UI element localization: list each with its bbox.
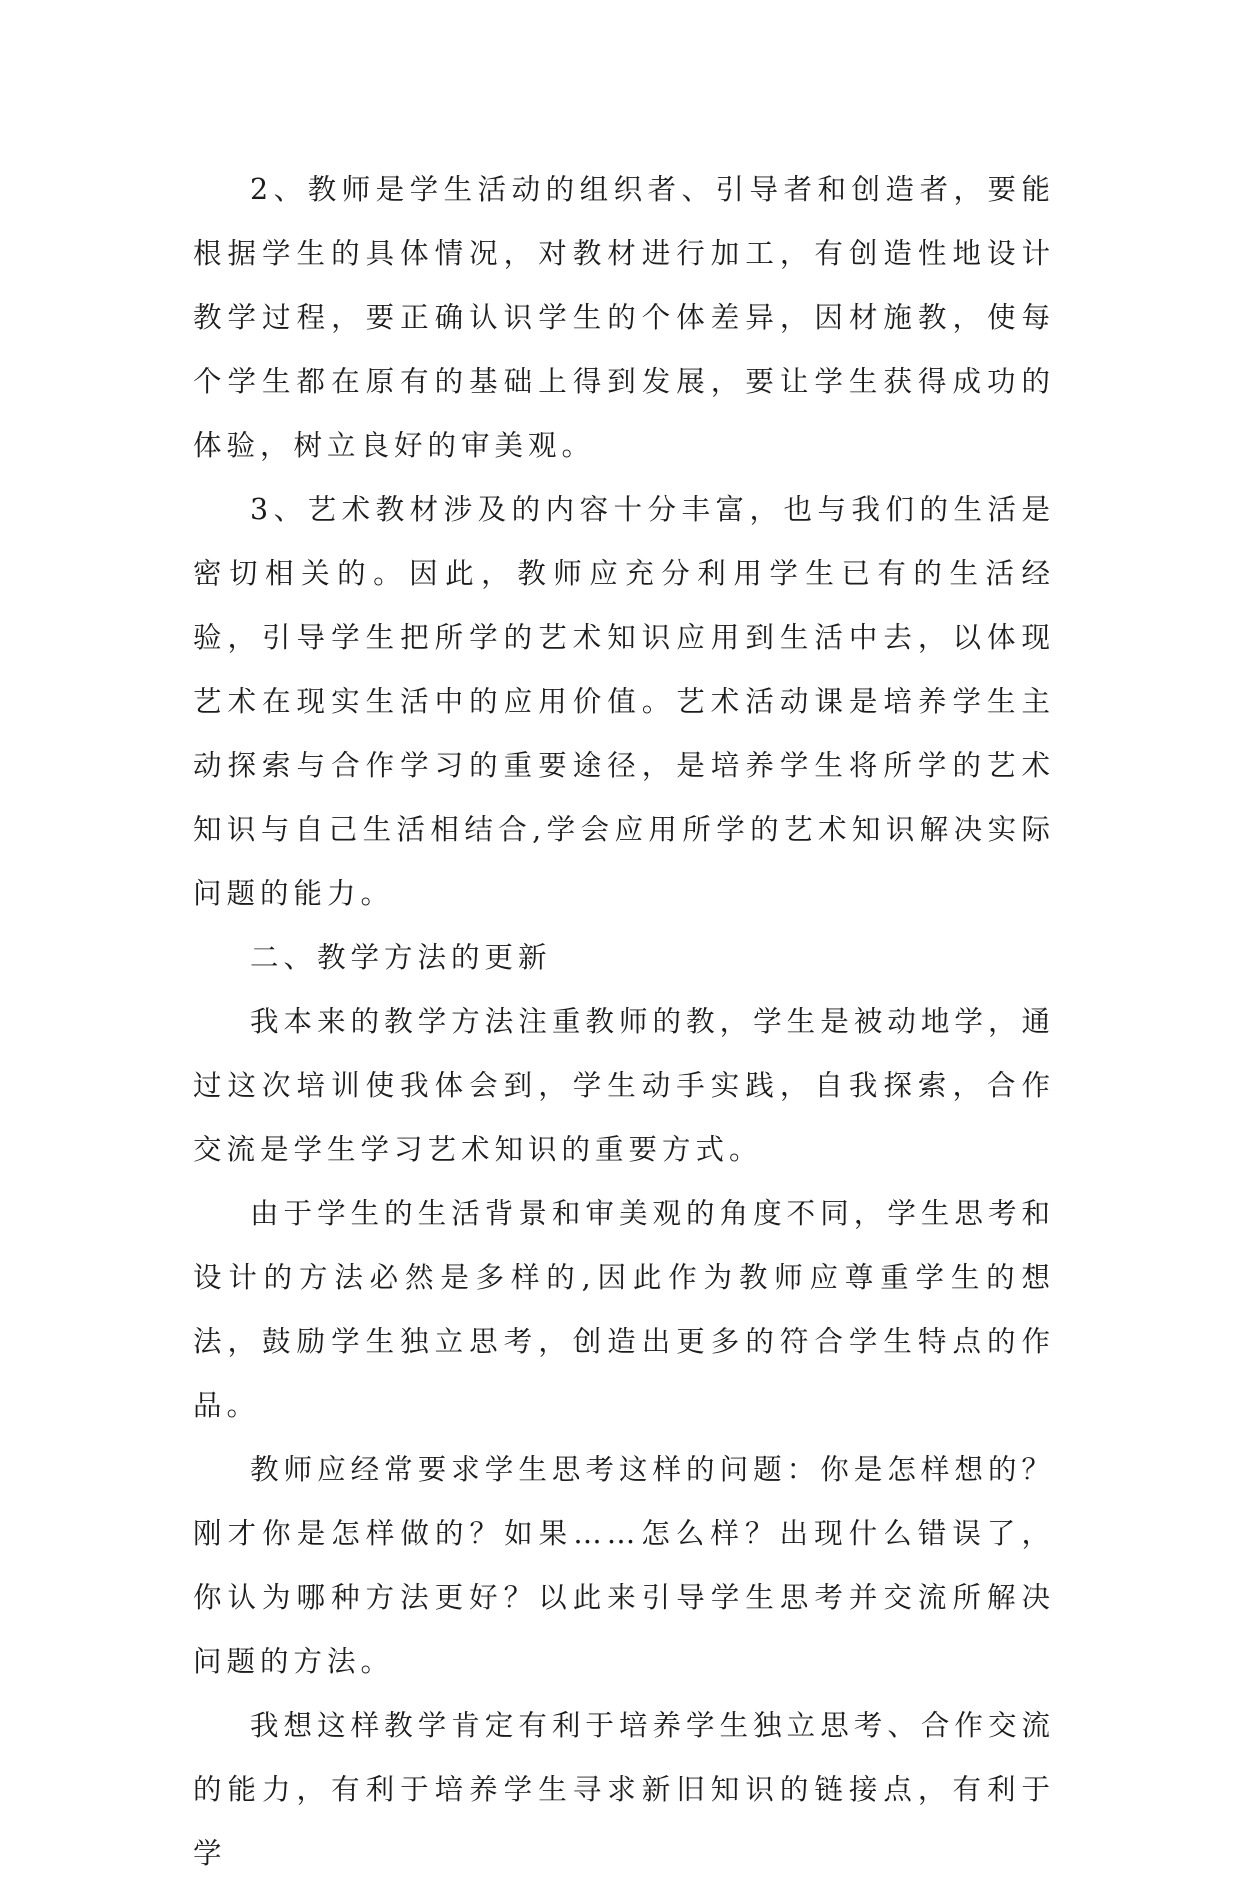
paragraph-student-diversity: 由于学生的生活背景和审美观的角度不同，学生思考和设计的方法必然是多样的,因此作为教师应尊重学生的想法，鼓励学生独立思考，创造出更多的符合学生特点的作品。 (193, 1197, 1055, 1422)
paragraph-method-change: 我本来的教学方法注重教师的教，学生是被动地学，通过这次培训使我体会到，学生动手实践，自我探索，合作交流是学生学习艺术知识的重要方式。 (193, 1005, 1055, 1166)
paragraph-guiding-questions: 教师应经常要求学生思考这样的问题：你是怎样想的？刚才你是怎样做的？如果……怎么样？出现什么错误了，你认为哪种方法更好？以此来引导学生思考并交流所解决问题的方法。 (193, 1453, 1055, 1678)
paragraph-teacher-role: 2、教师是学生活动的组织者、引导者和创造者，要能根据学生的具体情况，对教材进行加工，有创造性地设计教学过程，要正确认识学生的个体差异，因材施教，使每个学生都在原有的基础上得到发展，要让学生获得成功的体验，树立良好的审美观。 (193, 173, 1055, 462)
paragraph-teaching-benefits: 我想这样教学肯定有利于培养学生独立思考、合作交流的能力，有利于培养学生寻求新旧知识的链接点，有利于学 (193, 1709, 1055, 1870)
document-body (193, 158, 1055, 1886)
section-heading-teaching-method: 二、教学方法的更新 (250, 941, 552, 974)
paragraph-art-materials: 3、艺术教材涉及的内容十分丰富，也与我们的生活是密切相关的。因此，教师应充分利用学生已有的生活经验，引导学生把所学的艺术知识应用到生活中去，以体现艺术在现实生活中的应用价值。艺术活动课是培养学生主动探索与合作学习的重要途径，是培养学生将所学的艺术知识与自己生活相结合,学会应用所学的艺术知识解决实际问题的能力。 (193, 493, 1055, 910)
